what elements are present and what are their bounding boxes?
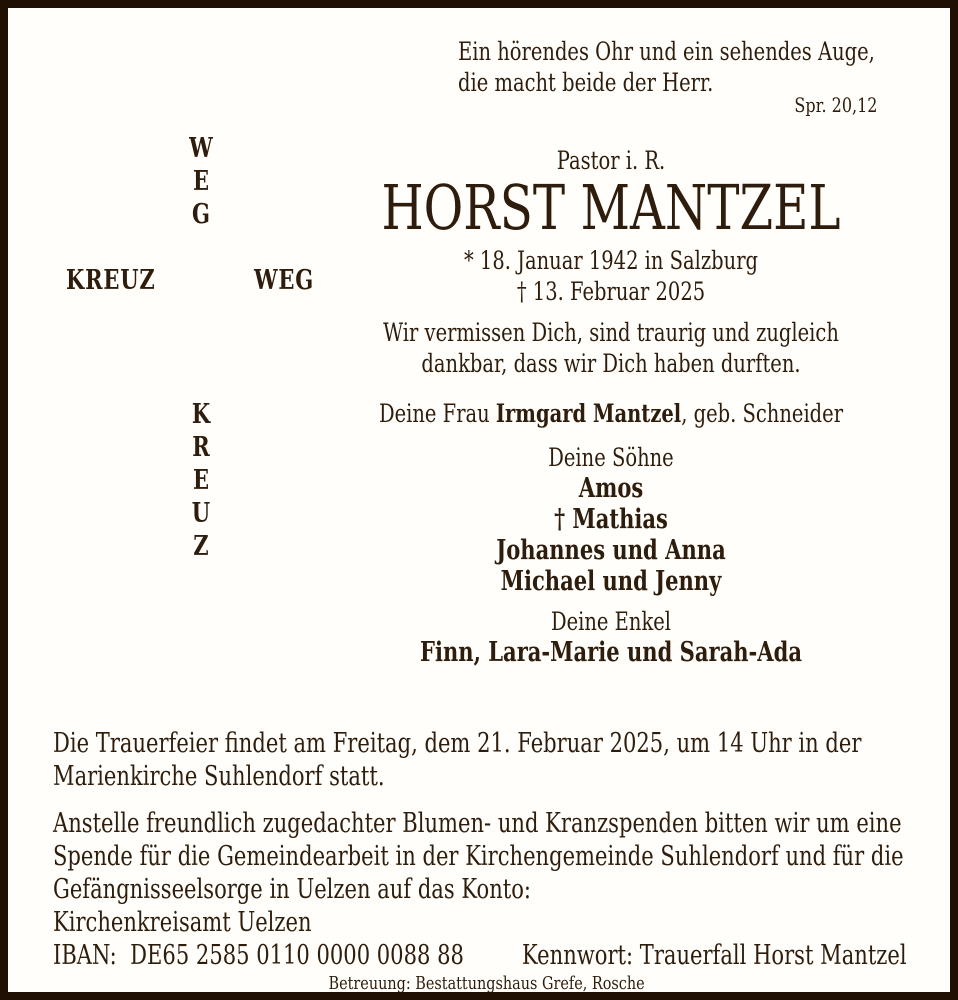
son-name: † Mathias: [554, 504, 668, 535]
payment-keyword: Kennwort: Trauerfall Horst Mantzel: [522, 940, 907, 971]
service-line-2: Marienkirche Suhlendorf statt.: [53, 761, 385, 792]
cross-letter: U: [191, 498, 211, 529]
scripture-quote: [458, 36, 888, 116]
cross-letter: R: [192, 432, 210, 463]
birth-date: * 18. Januar 1942 in Salzburg: [463, 246, 759, 275]
cross-word-kreuz-vertical: [178, 398, 223, 563]
wife-prefix: Deine Frau: [378, 399, 496, 428]
deceased-title: Pastor i. R.: [556, 146, 666, 175]
iban-number: IBAN: DE65 2585 0110 0000 0088 88: [53, 940, 464, 971]
quote-lines: [458, 36, 875, 98]
cross-word-weg-vertical: [178, 132, 223, 231]
cross-word-weg-horizontal: WEG: [254, 265, 315, 296]
care-provider-row: [53, 972, 921, 996]
son-name: Michael und Jenny: [500, 566, 722, 597]
cross-letter: Z: [193, 531, 209, 562]
quote-line-2: die macht beide der Herr.: [458, 68, 714, 97]
bank-details-row: [53, 939, 921, 972]
wife-name: Irmgard Mantzel: [495, 399, 682, 428]
grandchildren-names: Finn, Lara-Marie und Sarah-Ada: [419, 637, 803, 668]
announcement-body: [258, 146, 958, 668]
wife-suffix: , geb. Schneider: [681, 399, 844, 428]
son-name: Johannes und Anna: [496, 535, 726, 566]
condolence-text: [336, 317, 887, 379]
cross-letter: G: [192, 199, 210, 230]
practical-info: [53, 727, 921, 996]
sons-list: [336, 473, 887, 597]
son-name: Amos: [578, 473, 644, 504]
donation-info: [53, 807, 904, 906]
life-dates: [336, 245, 887, 307]
service-line-1: Die Trauerfeier findet am Freitag, dem 21. Februar 2025, um 14 Uhr in der: [53, 728, 862, 759]
deceased-name: HORST MANTZEL: [381, 171, 841, 244]
sons-label: Deine Söhne: [548, 443, 674, 472]
donation-line-1: Anstelle freundlich zugedachter Blumen- und Kranzspenden bitten wir um eine: [53, 808, 902, 839]
bank-recipient: Kirchenkreisamt Uelzen: [53, 907, 312, 938]
scripture-reference-text: Spr. 20,12: [794, 93, 878, 117]
wife-line: [336, 398, 887, 429]
condolence-line-1: Wir vermissen Dich, sind traurig und zugleich: [383, 318, 839, 347]
care-provider: Betreuung: Bestattungshaus Grefe, Rosche: [328, 973, 646, 994]
cross-letter: E: [192, 465, 210, 496]
donation-line-2: Spende für die Gemeindearbeit in der Kirchengemeinde Suhlendorf und für die: [53, 841, 904, 872]
death-date: † 13. Februar 2025: [516, 277, 706, 306]
donation-line-3: Gefängnisseelsorge in Uelzen auf das Konto:: [53, 874, 532, 905]
cross-letter: K: [191, 399, 211, 430]
cross-letter: E: [192, 166, 210, 197]
condolence-line-2: dankbar, dass wir Dich haben durften.: [421, 349, 801, 378]
grandchildren-label: Deine Enkel: [550, 607, 672, 636]
quote-line-1: Ein hörendes Ohr und ein sehendes Auge,: [458, 37, 875, 66]
cross-word-kreuz-horizontal: KREUZ: [66, 265, 156, 296]
service-info: [53, 727, 862, 793]
cross-letter: W: [189, 133, 213, 164]
